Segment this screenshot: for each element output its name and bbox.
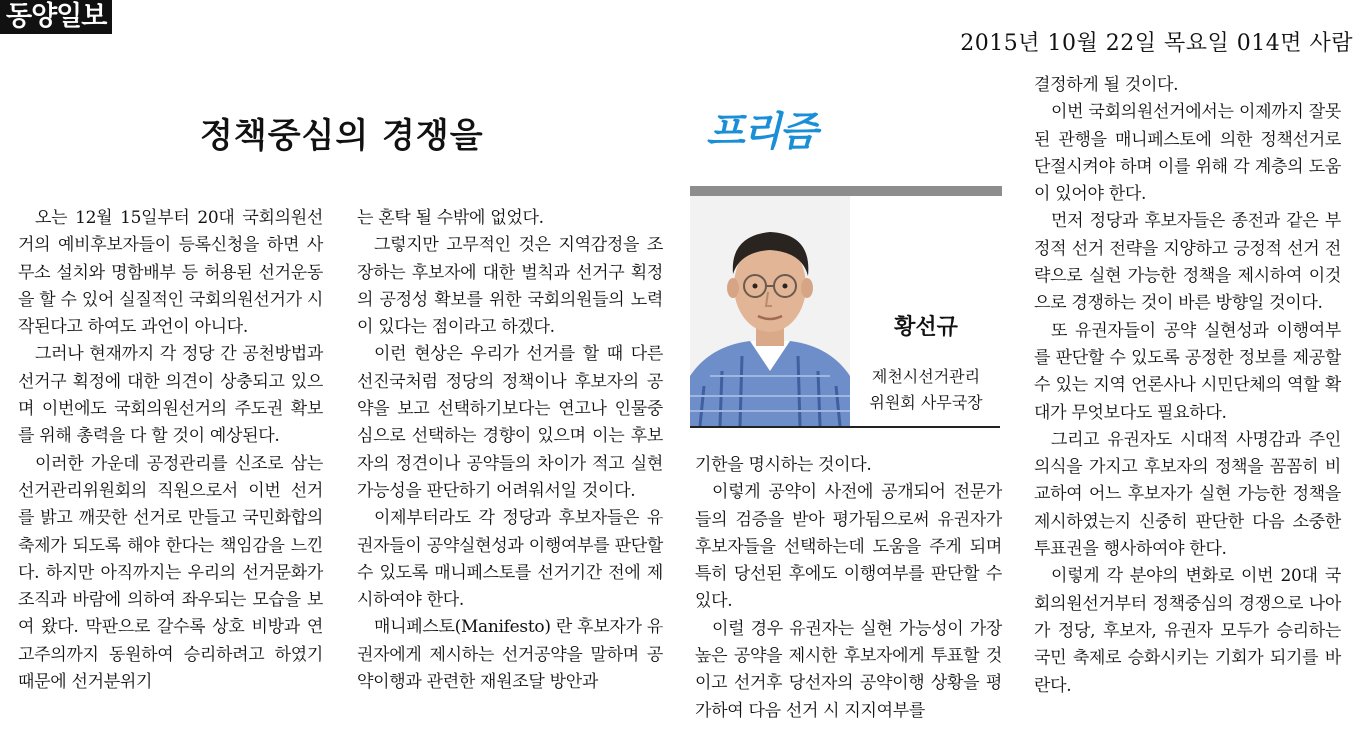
author-title-line2: 위원회 사무국장 [869, 393, 983, 412]
author-title [852, 364, 1000, 416]
author-photo [690, 196, 850, 426]
section-label: 프리즘 [706, 109, 816, 155]
paragraph: 먼저 정당과 후보자들은 종전과 같은 부정적 선거 전략을 지양하고 긍정적 선거 전략으로 실현 가능한 정책을 제시하여 이것으로 경쟁하는 것이 바른 방향일 것이다. [1034, 211, 1341, 314]
profile-divider [690, 426, 1000, 428]
paragraph: 이제부터라도 각 정당과 후보자들은 유권자들이 공약실현성과 이행여부를 판단할 수 있도록 매니페스토를 선거기간 전에 제시하여야 한다. [357, 508, 663, 611]
newspaper-logo: 동양일보 [0, 0, 112, 34]
paragraph: 매니페스토(Manifesto) 란 후보자가 유권자에게 제시하는 선거공약을 말하며 공약이행과 관련한 재원조달 방안과 [357, 617, 663, 693]
article-column-1 [18, 205, 323, 696]
paragraph: 이렇게 각 분야의 변화로 이번 20대 국회의원선거부터 정책중심의 경쟁으로 나아가 정당, 후보자, 유권자 모두가 승리하는 국민 축제로 승화시키는 기회가 되기를 바란다. [1034, 566, 1341, 696]
paragraph: 그러나 현재까지 각 정당 간 공천방법과 선거구 획정에 대한 의견이 상충되고 있으며 이번에도 국회의원선거의 주도권 확보를 위해 총력을 다 할 것이 예상된다. [18, 344, 323, 447]
author-portrait-icon [690, 196, 850, 426]
article-column-3 [695, 452, 1002, 725]
paragraph: 이번 국회의원선거에서는 이제까지 잘못된 관행을 매니페스토에 의한 정책선거로 단절시켜야 하며 이를 위해 각 계층의 도움이 있어야 한다. [1034, 102, 1341, 205]
paragraph: 그리고 유권자도 시대적 사명감과 주인의식을 가지고 후보자의 정책을 꼼꼼히 비교하여 어느 후보자가 실현 가능한 정책을 제시하였는지 신중히 판단한 다음 소중한 투표권을 행사하여야 한다. [1034, 429, 1341, 560]
paragraph: 그렇지만 고무적인 것은 지역감정을 조장하는 후보자에 대한 벌칙과 선거구 획정의 공정성 확보를 위한 국회의원들의 노력이 있다는 점이라고 하겠다. [357, 235, 663, 338]
dateline: 2015년 10월 22일 목요일 014면 사람 [960, 31, 1353, 56]
paragraph: 이럴 경우 유권자는 실현 가능성이 가장 높은 공약을 제시한 후보자에게 투표할 것이고 선거후 당선자의 공약이행 상황을 평가하여 다음 선거 시 지지여부를 [695, 618, 1002, 721]
paragraph: 또 유권자들이 공약 실현성과 이행여부를 판단할 수 있도록 공정한 정보를 제공할 수 있는 지역 언론사나 시민단체의 역할 확대가 무엇보다도 필요하다. [1034, 320, 1341, 423]
author-title-line1: 제천시선거관리 [871, 367, 981, 386]
article-headline: 정책중심의 경쟁을 [200, 116, 484, 156]
paragraph: 이렇게 공약이 사전에 공개되어 전문가들의 검증을 받아 평가됨으로써 유권자가 후보자들을 선택하는데 도움을 주게 되며 특히 당선된 후에도 이행여부를 판단할 수 있다. [695, 482, 1002, 612]
paragraph: 는 혼탁 될 수밖에 없었다. [357, 208, 544, 228]
profile-header-bar [690, 186, 1002, 196]
paragraph: 이러한 가운데 공정관리를 신조로 삼는 선거관리위원회의 직원으로서 이번 선거를 밝고 깨끗한 선거로 만들고 국민화합의 축제가 되도록 해야 한다는 책임감을 느낀다. 하지만 아직까지는 우리의 선거문화가 조직과 바람에 의하여 좌우되는 모습을 보여 왔다. 막판으로 갈수록 상호 비방과 연고주의까지 동원하여 승리하려고 하였기 때문에 선거분위기 [18, 453, 323, 693]
paragraph: 이런 현상은 우리가 선거를 할 때 다른 선진국처럼 정당의 정책이나 후보자의 공약을 보고 선택하기보다는 연고나 인물중심으로 선택하는 경향이 있으며 이는 후보자의 정견이나 공약들의 차이가 적고 실현가능성을 판단하기 어려워서일 것이다. [357, 344, 663, 501]
author-name: 황선규 [894, 315, 958, 340]
paragraph: 기한을 명시하는 것이다. [695, 455, 872, 475]
article-column-4 [1034, 72, 1341, 700]
paragraph: 오는 12월 15일부터 20대 국회의원선거의 예비후보자들이 등록신청을 하면 사무소 설치와 명함배부 등 허용된 선거운동을 할 수 있어 실질적인 국회의원선거가 시작된다고 하여도 과언이 아니다. [18, 208, 323, 338]
article-column-2 [357, 205, 663, 696]
paragraph: 결정하게 될 것이다. [1034, 75, 1179, 95]
